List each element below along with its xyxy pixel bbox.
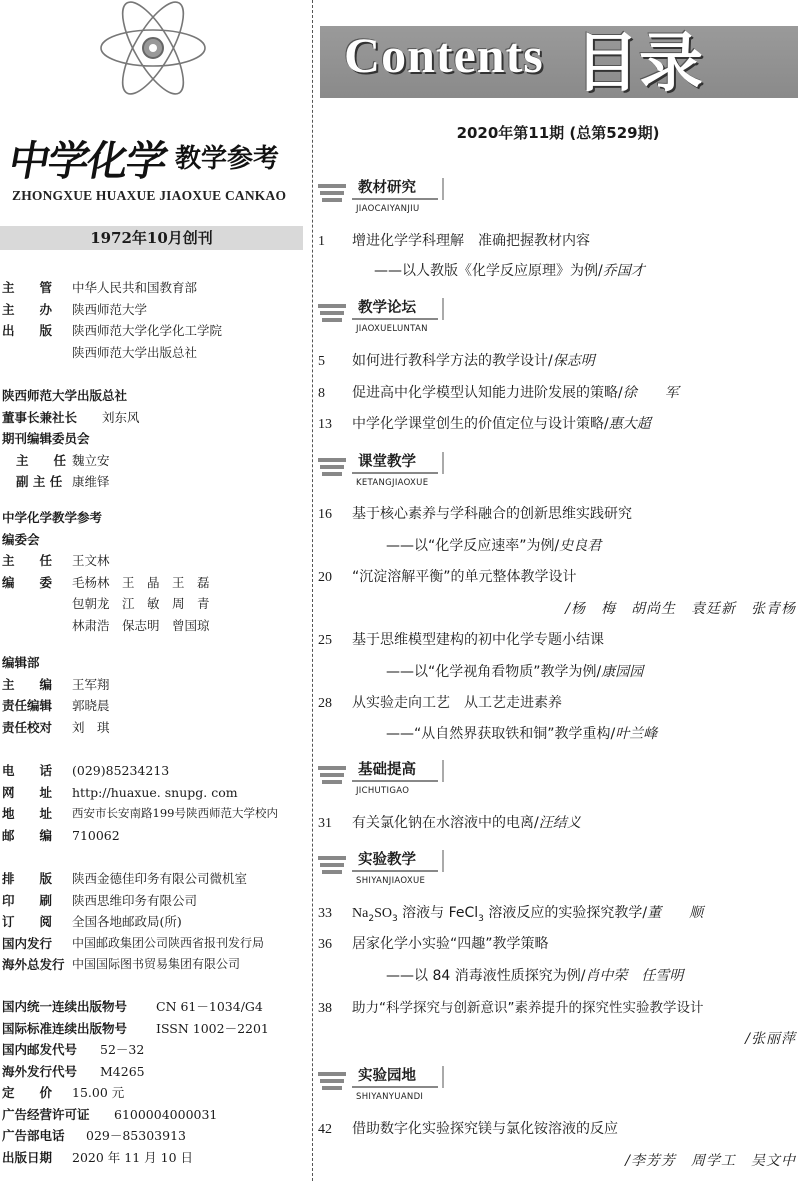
section-bars-icon — [318, 766, 346, 786]
column-divider — [312, 0, 313, 1181]
toc-subtitle: ——以“化学视角看物质”教学为例/康园园 — [386, 664, 644, 680]
toc-authors: /李芳芳 周学工 吴文中 — [625, 1153, 796, 1169]
section-header: 实验教学 SHIYANJIAOXUE — [316, 848, 446, 888]
logo-title: 中学化学 — [5, 137, 170, 185]
toc-entry[interactable]: 5 如何进行教科学方法的教学设计/保志明 — [318, 353, 595, 369]
toc-entry[interactable]: 8 促进高中化学模型认知能力进阶发展的策略/徐 军 — [318, 385, 679, 401]
contents-column — [316, 0, 800, 1181]
banner-english: Contents — [344, 27, 544, 83]
publisher-block: 陕西师范大学出版总社 董事长兼社长 刘东风 期刊编辑委员会 主 任 魏立安 副 主 任 康维铎 — [2, 388, 140, 489]
journal-logo — [5, 128, 302, 185]
section-bars-icon — [318, 184, 346, 204]
section-bars-icon — [318, 856, 346, 876]
toc-entry[interactable]: 38 助力“科学探究与创新意识”素养提升的探究性实验教学设计 — [318, 1000, 704, 1016]
logo-subtitle: 教学参考 — [175, 144, 280, 174]
section-bars-icon — [318, 1072, 346, 1092]
print-block: 排 版 陕西金德佳印务有限公司微机室 印 刷 陕西思维印务有限公司 订 阅 全国各地邮政局(所) 国内发行 中国邮政集团公司陕西省报刊发行局 海外总发行 中国国际图书贸易集团有限公司 — [2, 871, 265, 972]
section-header: 课堂教学 KETANGJIAOXUE — [316, 450, 446, 490]
toc-entry[interactable]: 33 $Na_2SO_3$ 溶液与 FeCl$_3$ 溶液反应的实验探究教学/董 顺 — [318, 905, 704, 924]
dept-block: 编辑部 主 编 王军翔 责任编辑 郭晓晨 责任校对 刘 琪 — [2, 655, 110, 735]
toc-entry[interactable]: 13 中学化学课堂创生的价值定位与设计策略/惠大超 — [318, 416, 651, 432]
section-header: 教材研究 JIAOCAIYANJIU — [316, 176, 446, 216]
pubnum-block: 国内统一连续出版物号 CN 61－1034/G4 国际标准连续出版物号 ISSN 1002－2201 国内邮发代号 52－32 海外发行代号 M4265 定 价 15.00 元 广告经营许可证 6100004000031 广告部电话 029－85303913 出版日期 2020 年 11 月 10 日 — [2, 999, 269, 1165]
toc-entry[interactable]: 20 “沉淀溶解平衡”的单元整体教学设计 — [318, 569, 577, 585]
contact-block: 电 话 (029)85234213 网 址 http://huaxue. snupg. com 地 址 西安市长安南路199号陕西师范大学校内 邮 编 710062 — [2, 763, 278, 843]
toc-subtitle: ——以人教版《化学反应原理》为例/乔国才 — [374, 263, 645, 279]
board-block: 中学化学教学参考 编委会 主 任 王文林 编 委 毛杨林 王 晶 王 磊 包朝龙 江 敏 周 青 林肃浩 保志明 曾国琼 — [2, 510, 210, 633]
atom-icon — [98, 0, 208, 98]
toc-entry[interactable]: 31 有关氯化钠在水溶液中的电离/汪结义 — [318, 815, 581, 831]
toc-entry[interactable]: 36 居家化学小实验“四趣”教学策略 — [318, 936, 549, 952]
toc-subtitle: ——“从自然界获取铁和铜”教学重构/叶兰峰 — [386, 726, 658, 742]
logo-pinyin: ZHONGXUE HUAXUE JIAOXUE CANKAO — [12, 188, 287, 203]
section-header: 基础提高 JICHUTIGAO — [316, 758, 446, 798]
toc-authors: /杨 梅 胡尚生 袁廷新 张青杨 — [565, 601, 796, 617]
masthead-column — [0, 0, 306, 1181]
toc-entry[interactable]: 16 基于核心素养与学科融合的创新思维实践研究 — [318, 506, 632, 522]
section-bars-icon — [318, 304, 346, 324]
issue-number: 2020年第11期 (总第529期) — [456, 124, 660, 142]
toc-entry[interactable]: 1 增进化学学科理解 准确把握教材内容 — [318, 233, 590, 249]
toc-authors: /张丽萍 — [745, 1031, 796, 1047]
toc-entry[interactable]: 25 基于思维模型建构的初中化学专题小结课 — [318, 632, 604, 648]
sponsor-block: 主 管 中华人民共和国教育部 主 办 陕西师范大学 出 版 陕西师范大学化学化工学院 陕西师范大学出版总社 — [2, 280, 223, 360]
toc-entry[interactable]: 42 借助数字化实验探究镁与氯化铵溶液的反应 — [318, 1121, 618, 1137]
founded-banner: 1972年10月创刊 — [0, 226, 303, 250]
contents-banner — [320, 2, 798, 101]
toc-entry[interactable]: 28 从实验走向工艺 从工艺走进素养 — [318, 695, 562, 711]
toc-subtitle: ——以 84 消毒液性质探究为例/肖中荣 任雪明 — [386, 968, 684, 984]
banner-chinese: 目录 — [575, 27, 703, 101]
toc-subtitle: ——以“化学反应速率”为例/史良君 — [386, 538, 602, 554]
section-header: 实验园地 SHIYANYUANDI — [316, 1064, 446, 1104]
section-bars-icon — [318, 458, 346, 478]
section-header: 教学论坛 JIAOXUELUNTAN — [316, 296, 446, 336]
